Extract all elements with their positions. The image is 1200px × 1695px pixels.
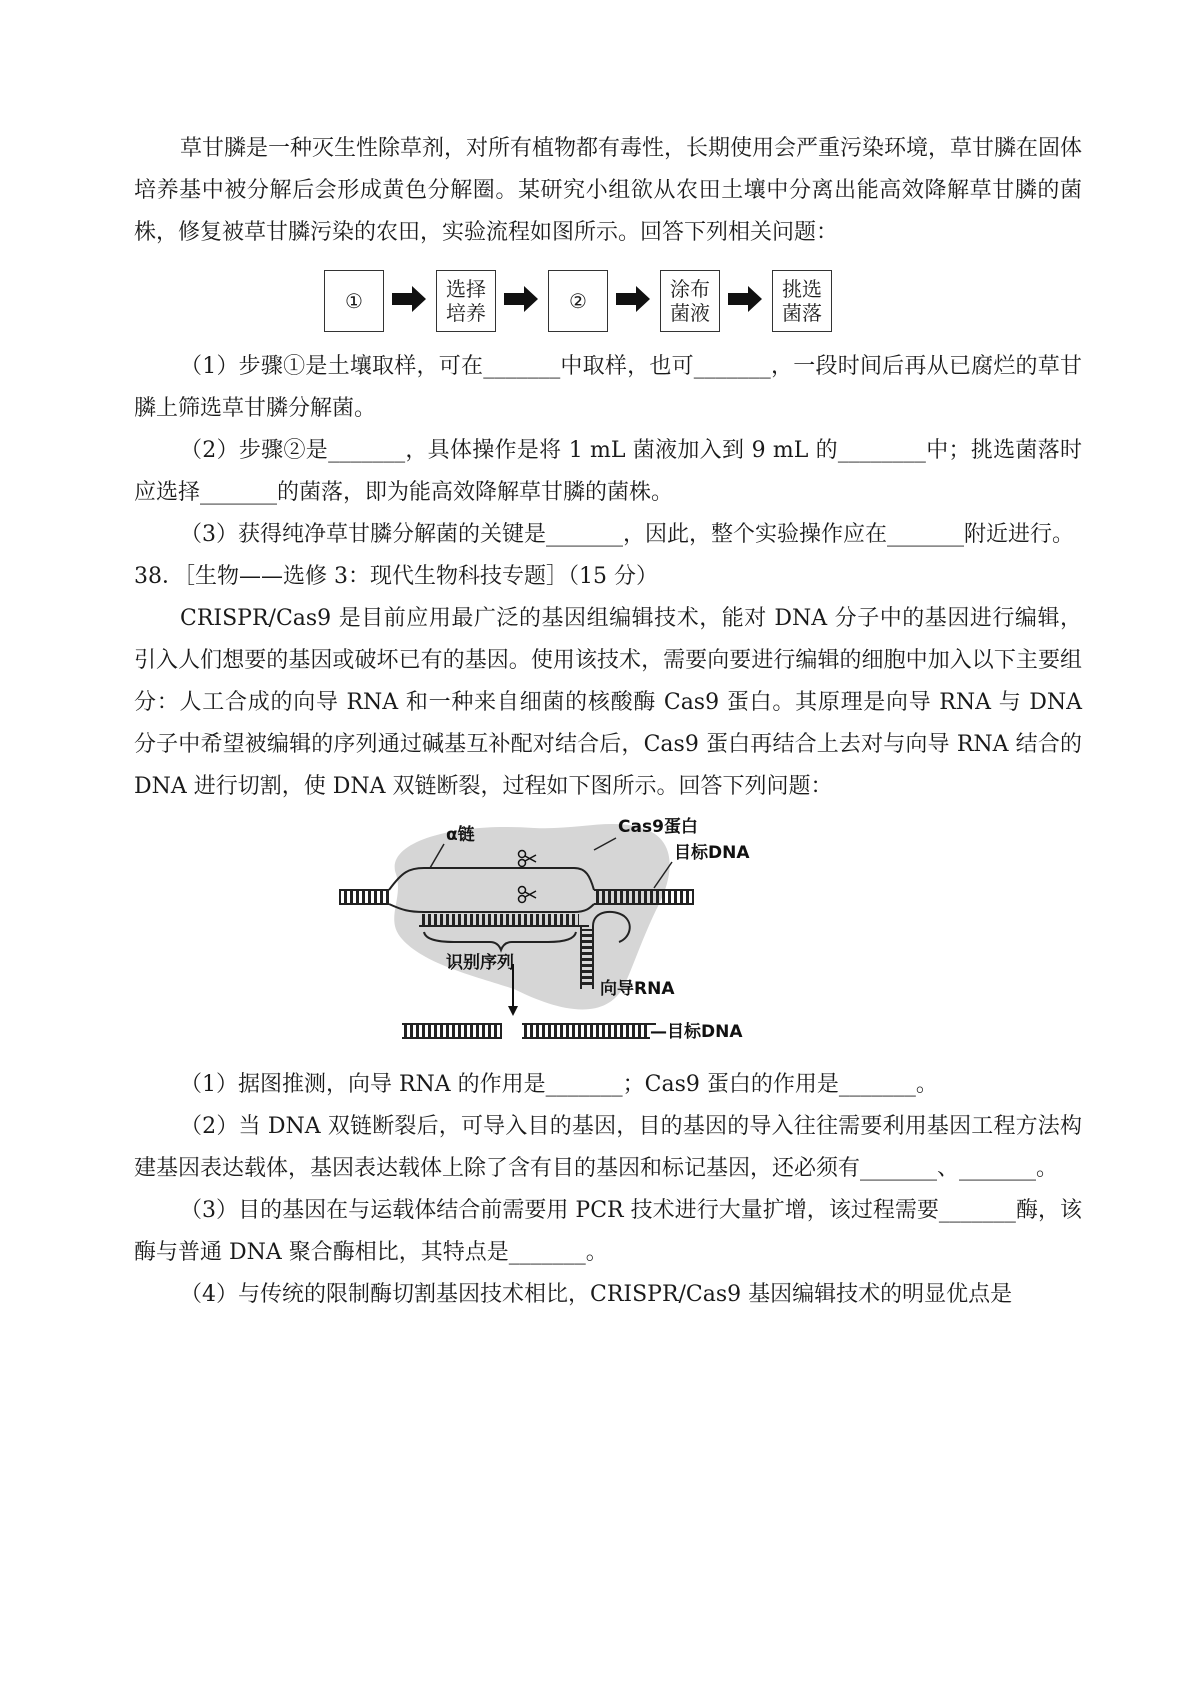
question-38-3: （3）目的基因在与运载体结合前需要用 PCR 技术进行大量扩增，该过程需要_______酶，该酶与普通 DNA 聚合酶相比，其特点是_______。 bbox=[134, 1198, 1082, 1265]
cut-dna-right-fragment bbox=[522, 1024, 656, 1038]
question-37-3: （3）获得纯净草甘膦分解菌的关键是_______，因此，整个实验操作应在_______附近进行。 bbox=[180, 522, 1074, 547]
herbicide-intro-paragraph: 草甘膦是一种灭生性除草剂，对所有植物都有毒性，长期使用会严重污染环境，草甘膦在固体培养基中被分解后会形成黄色分解圈。某研究小组欲从农田土壤中分离出能高效降解草甘膦的菌株，修复被草甘膦污染的农田，实验流程如图所示。回答下列相关问题： bbox=[134, 136, 1083, 245]
crispr-intro-paragraph: CRISPR/Cas9 是目前应用最广泛的基因组编辑技术，能对 DNA 分子中的基因进行编辑，引入人们想要的基因或破坏已有的基因。使用该技术，需要向要进行编辑的细胞中加入以下主要组分：人工合成的向导 RNA 和一种来自细菌的核酸酶 Cas9 蛋白。其原理是向导 RNA 与 DNA 分子中希望被编辑的序列通过碱基互补配对结合后，Cas9 蛋白再结合上去对与向导 RNA 结合的 DNA 进行切割，使 DNA 双链断裂，过程如下图所示。回答下列问题： bbox=[134, 606, 1082, 799]
question-38-heading: 38．［生物——选修 3：现代生物科技专题］（15 分） bbox=[134, 564, 658, 589]
question-37-1: （1）步骤①是土壤取样，可在_______中取样，也可_______，一段时间后再从已腐烂的草甘膦上筛选草甘膦分解菌。 bbox=[134, 354, 1082, 421]
flow-step3-label: ② bbox=[569, 289, 587, 313]
flow-box-select-culture bbox=[436, 270, 496, 332]
flow-step2-line1: 选择 bbox=[446, 277, 486, 301]
crispr-svg bbox=[134, 814, 1082, 1062]
guide-rna-paired-segment bbox=[419, 914, 579, 926]
label-cas9: Cas9蛋白 bbox=[618, 817, 698, 837]
question-38-2: （2）当 DNA 双链断裂后，可导入目的基因，目的基因的导入往往需要利用基因工程方法构建基因表达载体，基因表达载体上除了含有目的基因和标记基因，还必须有_______、_______。 bbox=[134, 1114, 1082, 1181]
flow-box-step1 bbox=[324, 270, 384, 332]
workflow-flowchart bbox=[134, 266, 1082, 340]
label-target-dna-top: 目标DNA bbox=[674, 843, 750, 863]
target-dna-left-stub bbox=[339, 890, 389, 904]
flow-step5-line1: 挑选 bbox=[782, 277, 822, 301]
label-recognition: 识别序列 bbox=[446, 953, 514, 973]
flow-arrow bbox=[728, 286, 762, 312]
flow-step4-line1: 涂布 bbox=[670, 277, 710, 301]
crispr-diagram bbox=[134, 814, 1082, 1062]
flow-box-step2 bbox=[548, 270, 608, 332]
flow-arrow bbox=[504, 286, 538, 312]
flow-arrow bbox=[616, 286, 650, 312]
flow-box-pick bbox=[772, 270, 832, 332]
label-target-dna-bottom: —目标DNA bbox=[650, 1022, 743, 1042]
flow-step5-line2: 菌落 bbox=[782, 301, 822, 325]
question-38-4: （4）与传统的限制酶切割基因技术相比，CRISPR/Cas9 基因编辑技术的明显优点是 bbox=[180, 1282, 1013, 1307]
label-guide-rna: 向导RNA bbox=[600, 979, 675, 999]
label-alpha-chain: α链 bbox=[446, 825, 475, 845]
flow-step4-line2: 菌液 bbox=[670, 301, 710, 325]
exam-page-document bbox=[134, 128, 1082, 1316]
question-38-1: （1）据图推测，向导 RNA 的作用是_______；Cas9 蛋白的作用是_______。 bbox=[180, 1072, 938, 1097]
cut-dna-left-fragment bbox=[402, 1024, 502, 1038]
target-dna-right-stub bbox=[594, 890, 694, 904]
flow-box-spread bbox=[660, 270, 720, 332]
flow-arrow bbox=[392, 286, 426, 312]
flow-step1-label: ① bbox=[345, 289, 363, 313]
question-37-2: （2）步骤②是_______，具体操作是将 1 mL 菌液加入到 9 mL 的________中；挑选菌落时应选择_______的菌落，即为能高效降解草甘膦的菌株。 bbox=[134, 438, 1082, 505]
flow-step2-line2: 培养 bbox=[446, 301, 486, 325]
